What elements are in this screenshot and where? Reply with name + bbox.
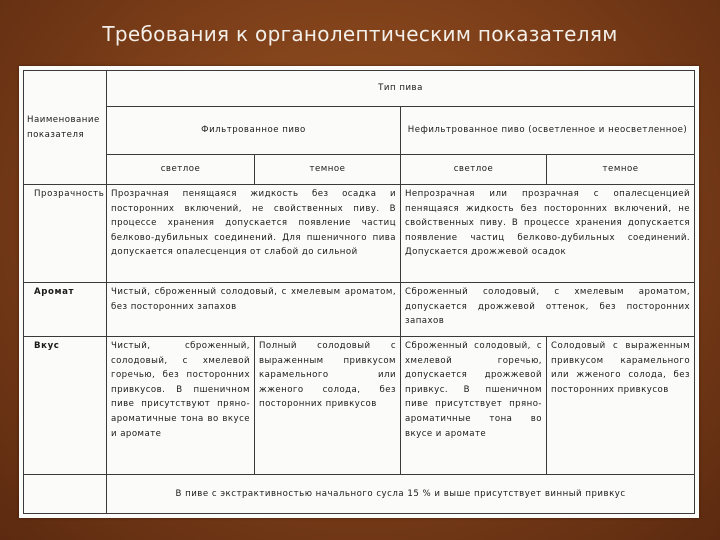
- footer-empty-cell: [24, 475, 107, 514]
- footer-note: В пиве с экстрактивностью начального сусла 15 % и выше присутствует винный привкус: [107, 475, 695, 514]
- table-row-aroma: [24, 283, 695, 337]
- cell-taste-unfiltered-light: Сброженный солодовый, с хмелевой горечью, допускается дрожжевой привкус. В пшеничном пиве присутствует пряно-ароматичные тона во вкусе и аромате: [401, 337, 547, 475]
- table-row-footer: [24, 475, 695, 514]
- table-header-row-3: [24, 155, 695, 185]
- indicator-header: Наименование показателя: [24, 71, 107, 185]
- slide-title: Требования к органолептическим показателям: [102, 22, 618, 46]
- table-row-taste: [24, 337, 695, 475]
- table-header-row-2: [24, 107, 695, 155]
- cell-clarity-filtered: Прозрачная пенящаяся жидкость без осадка и посторонних включений, не свойственных пиву. В процессе хранения допускается появление частиц белково-дубильных соединений. Для пшеничного пива допускается опалесценция от слабой до сильной: [107, 185, 401, 283]
- cell-taste-filtered-dark: Полный солодовый с выраженным привкусом карамельного или жженого солода, без посторонних привкусов: [255, 337, 401, 475]
- cell-aroma-unfiltered: Сброженный солодовый, с хмелевым ароматом, допускается дрожжевой оттенок, без посторонних запахов: [401, 283, 695, 337]
- requirements-table: [23, 70, 695, 514]
- unfiltered-header: Нефильтрованное пиво (осветленное и неосветленное): [401, 107, 695, 155]
- cell-taste-filtered-light: Чистый, сброженный, солодовый, с хмелевой горечью, без посторонних привкусов. В пшеничном пиве присутствуют пряно-ароматичные тона во вкусе и аромате: [107, 337, 255, 475]
- table-sheet: [19, 66, 699, 518]
- cell-taste-unfiltered-dark: Солодовый с выраженным привкусом карамельного или жженого солода, без посторонних привкусов: [547, 337, 695, 475]
- table-row-clarity: [24, 185, 695, 283]
- row-name-taste: Вкус: [24, 337, 107, 475]
- beer-type-header: Тип пива: [107, 71, 695, 107]
- filtered-light-header: светлое: [107, 155, 255, 185]
- cell-clarity-unfiltered: Непрозрачная или прозрачная с опалесценцией пенящаяся жидкость без посторонних включений, не свойственных пиву. В процессе хранения допускается появление частиц белково-дубильных соединений. Допускается дрожжевой осадок: [401, 185, 695, 283]
- filtered-header: Фильтрованное пиво: [107, 107, 401, 155]
- unfiltered-dark-header: темное: [547, 155, 695, 185]
- filtered-dark-header: темное: [255, 155, 401, 185]
- unfiltered-light-header: светлое: [401, 155, 547, 185]
- table-header-row-1: [24, 71, 695, 107]
- row-name-clarity: Прозрачность: [24, 185, 107, 283]
- row-name-aroma: Аромат: [24, 283, 107, 337]
- cell-aroma-filtered: Чистый, сброженный солодовый, с хмелевым ароматом, без посторонних запахов: [107, 283, 401, 337]
